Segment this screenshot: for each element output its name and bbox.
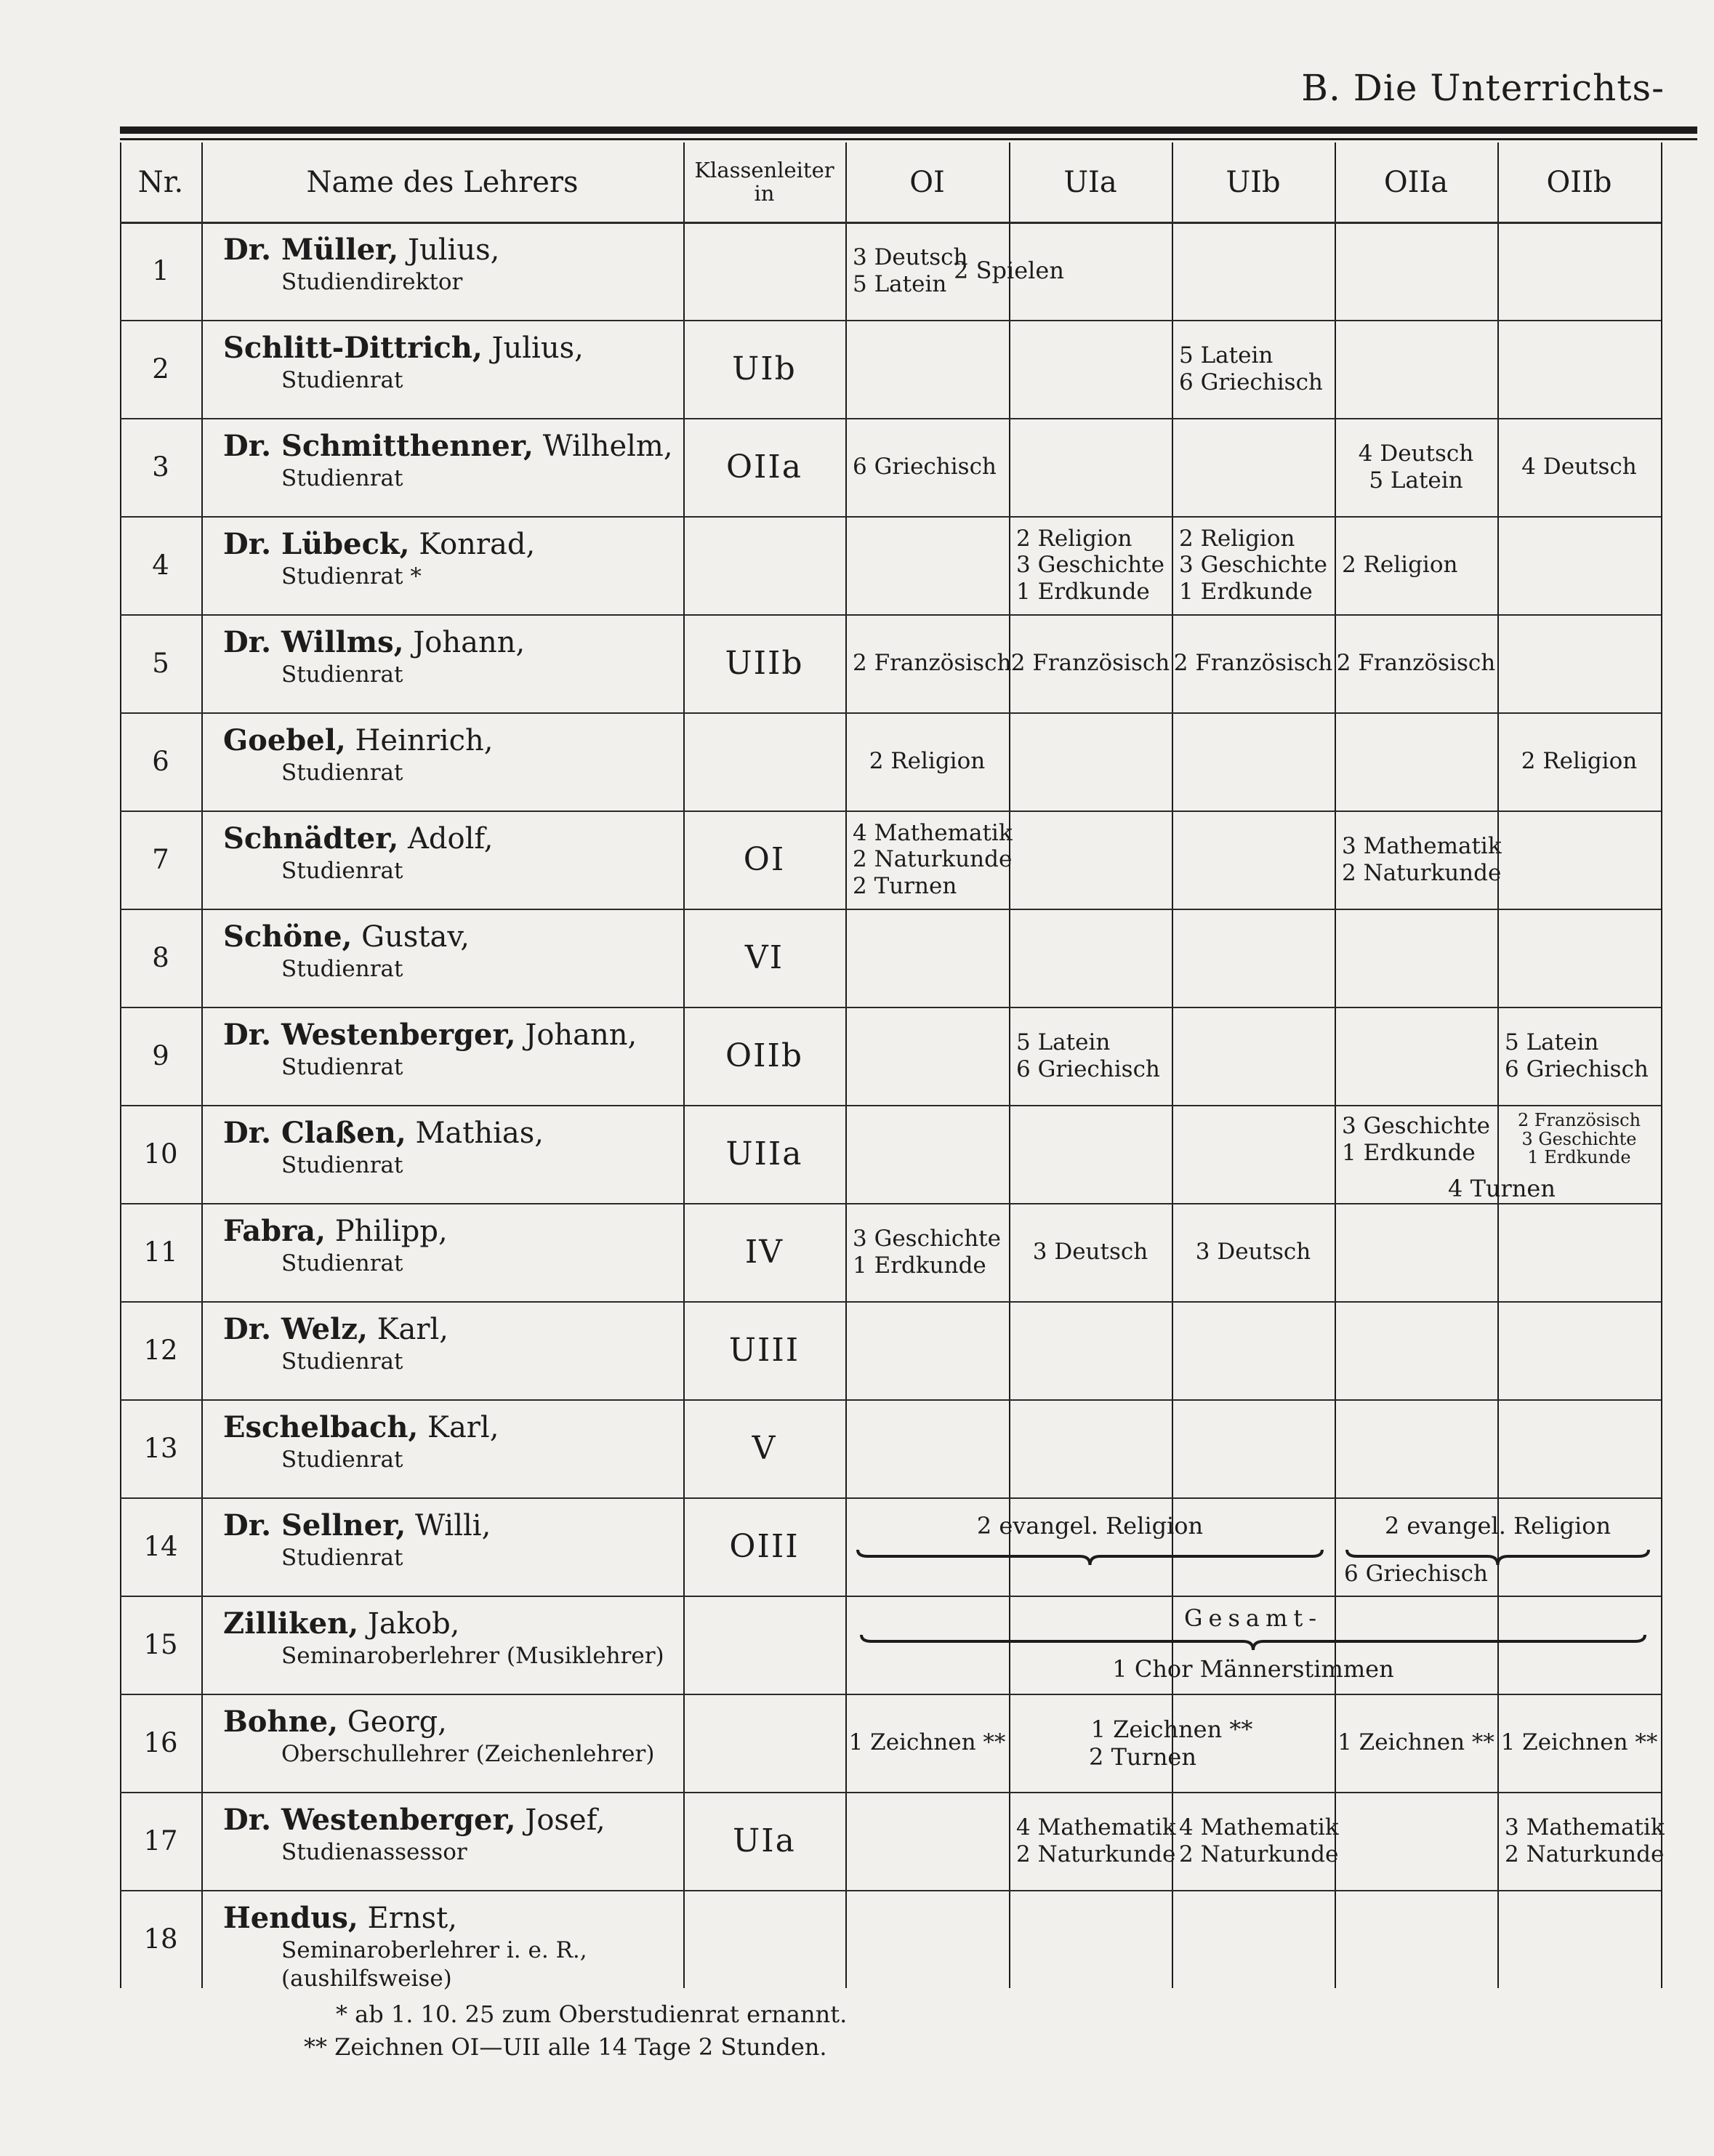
klassenleiter-cell <box>683 516 845 614</box>
row-rule <box>120 1890 1661 1891</box>
subject-cell-oi <box>845 1203 1009 1301</box>
teacher-name-cell <box>223 1900 676 1992</box>
header-oi <box>845 142 1009 222</box>
teacher-surname: Dr. Müller, <box>223 233 399 267</box>
header-klassenleiter <box>683 142 845 222</box>
subject-entry: 2 Französisch <box>1517 1109 1641 1130</box>
brace-gesamt <box>860 1633 1646 1652</box>
klassenleiter-cell: OIIb <box>725 1037 803 1074</box>
row-nr: 13 <box>143 1433 178 1464</box>
row-rule <box>120 1792 1661 1793</box>
header-nr-text: Nr. <box>137 165 184 199</box>
subject-cell-oiib <box>1497 712 1661 810</box>
subject-entry: 3 Deutsch <box>1032 1239 1148 1266</box>
teacher-title: Studienrat <box>281 760 403 786</box>
header-klassenleiter-text <box>694 159 834 206</box>
klassenleiter-cell: OIIa <box>725 449 803 486</box>
teacher-firstname: Karl, <box>418 1411 499 1444</box>
subject-entry: 2 Religion <box>1179 526 1295 552</box>
teacher-name-cell <box>223 526 676 614</box>
subject-entry: 2 Französisch <box>1173 650 1333 677</box>
span-zeichnen-16: 1 Zeichnen ** <box>1090 1715 1253 1743</box>
teacher-name-cell <box>223 1311 676 1399</box>
teacher-surname: Schlitt-Dittrich, <box>223 331 483 365</box>
subject-entry: 1 Erdkunde <box>853 1252 986 1279</box>
row-rule <box>120 1497 1661 1499</box>
teacher-surname: Zilliken, <box>223 1606 359 1641</box>
page-header: B. Die Unterrichts- <box>1301 67 1665 109</box>
row-nr: 2 <box>152 353 169 385</box>
subject-cell-oi <box>845 810 1013 909</box>
teacher-surname: Schnädter, <box>223 821 399 856</box>
span-gesamt: Gesamt- <box>1183 1604 1322 1632</box>
subject-cell-oiib <box>1497 1105 1661 1174</box>
row-nr: 6 <box>152 746 169 777</box>
row-nr: 4 <box>152 550 169 581</box>
span-religion-left: 2 evangel. Religion <box>976 1512 1204 1540</box>
row-nr: 15 <box>143 1629 178 1660</box>
subject-entry: 2 Französisch <box>1010 650 1170 677</box>
teacher-name-cell <box>223 1508 676 1596</box>
span-turnen-10: 4 Turnen <box>1448 1175 1556 1202</box>
teacher-name-cell <box>223 1213 676 1301</box>
teacher-firstname: Johann, <box>515 1018 637 1052</box>
klassenleiter-cell: V <box>752 1430 777 1467</box>
subject-cell-uib <box>1172 1792 1339 1890</box>
teacher-surname: Dr. Claßen, <box>223 1116 406 1150</box>
subject-entry: 6 Griechisch <box>1344 1560 1488 1587</box>
teacher-title: Studienrat <box>281 956 403 982</box>
header-name-text: Name des Lehrers <box>306 165 579 199</box>
teacher-title: Studienassessor <box>281 1839 467 1865</box>
subject-cell-oi <box>845 614 1012 712</box>
brace-religion-left <box>856 1548 1324 1567</box>
row-rule <box>120 1399 1661 1401</box>
footnote-1: * ab 1. 10. 25 zum Oberstudienrat ernannt. <box>336 2000 848 2028</box>
teacher-surname: Dr. Sellner, <box>223 1508 406 1542</box>
subject-entry: 2 Naturkunde <box>1179 1841 1339 1867</box>
teacher-firstname: Adolf, <box>398 822 494 856</box>
subject-cell-oiib <box>1497 418 1661 516</box>
row-nr: 5 <box>152 648 169 679</box>
subject-cell-uib <box>1172 1203 1335 1301</box>
teacher-name-cell <box>223 723 676 810</box>
subject-entry: 3 Mathematik <box>1505 1814 1665 1841</box>
row-nr: 9 <box>152 1040 169 1071</box>
subject-entry: 2 Naturkunde <box>853 846 1013 873</box>
teacher-firstname: Julius, <box>398 233 500 267</box>
teacher-firstname: Philipp, <box>326 1215 448 1248</box>
brace-religion-right <box>1345 1548 1650 1567</box>
subject-entry: 6 Griechisch <box>1179 369 1323 395</box>
header-uia-text: UIa <box>1063 165 1117 199</box>
teacher-surname: Dr. Lübeck, <box>223 527 410 561</box>
subject-cell-uib <box>1172 614 1335 712</box>
row-nr: 17 <box>143 1825 178 1857</box>
row-nr: 18 <box>143 1923 178 1955</box>
teacher-title: Studienrat <box>281 1250 403 1276</box>
subject-entry: 1 Zeichnen ** <box>1337 1729 1494 1756</box>
teacher-title: Studienrat <box>281 1152 403 1178</box>
row-nr: 10 <box>143 1138 178 1170</box>
subject-cell-uia <box>1009 614 1172 712</box>
row-nr: 3 <box>152 451 169 483</box>
top-rule-thin <box>120 138 1697 140</box>
row-rule <box>120 320 1661 321</box>
span-spielen: 2 Spielen <box>954 257 1064 284</box>
teacher-surname: Schöne, <box>223 920 353 954</box>
teacher-firstname: Jakob, <box>358 1607 460 1641</box>
subject-cell-uia <box>1009 1007 1172 1105</box>
row-nr: 1 <box>152 255 169 286</box>
subject-entry: 2 Naturkunde <box>1505 1841 1665 1867</box>
teacher-firstname: Willi, <box>406 1509 491 1542</box>
teacher-firstname: Johann, <box>403 626 526 659</box>
klassenleiter-cell <box>683 222 845 320</box>
subject-entry: 3 Geschichte <box>1342 1113 1490 1140</box>
subject-cell-oiib <box>1497 1694 1661 1792</box>
row-rule <box>120 1596 1661 1597</box>
header-klassenleiter-line: Klassenleiter <box>694 157 834 182</box>
footnote-2: ** Zeichnen OI—UII alle 14 Tage 2 Stunden. <box>304 2033 827 2061</box>
column-rule <box>1661 142 1662 1988</box>
klassenleiter-cell <box>683 712 845 810</box>
klassenleiter-cell: UIb <box>732 350 797 387</box>
klassenleiter-cell: UIIa <box>725 1135 803 1172</box>
teacher-title: Studienrat <box>281 1447 403 1473</box>
teacher-surname: Dr. Westenberger, <box>223 1018 516 1052</box>
subject-cell-oiia <box>1335 810 1502 909</box>
row-nr: 8 <box>152 942 169 973</box>
header-uia <box>1009 142 1172 222</box>
subject-entry: 2 Religion <box>1016 526 1132 552</box>
teacher-name-cell <box>223 1409 676 1497</box>
header-klassenleiter-line: in <box>754 180 775 206</box>
row-nr: 7 <box>152 844 169 875</box>
subject-cell-uib <box>1172 320 1335 418</box>
header-oiib <box>1497 142 1661 222</box>
subject-entry: 3 Deutsch <box>853 244 968 271</box>
klassenleiter-cell: OIII <box>729 1528 800 1565</box>
row-nr: 16 <box>143 1727 178 1758</box>
teacher-name-cell <box>223 624 676 712</box>
klassenleiter-cell: UIa <box>733 1822 796 1859</box>
subject-entry: 5 Latein <box>1369 467 1463 494</box>
header-oi-text: OI <box>909 165 945 199</box>
subject-cell-oiia <box>1335 418 1497 516</box>
teacher-title: Seminaroberlehrer (Musiklehrer) <box>281 1643 664 1669</box>
span-chor: 1 Chor Männerstimmen <box>1112 1655 1394 1683</box>
teacher-title: Studienrat <box>281 858 403 884</box>
subject-cell-oiib <box>1497 1792 1665 1890</box>
subject-entry: 4 Mathematik <box>1016 1814 1176 1841</box>
teacher-firstname: Julius, <box>482 331 584 365</box>
subject-entry: 1 Erdkunde <box>1342 1139 1476 1166</box>
klassenleiter-cell <box>683 1694 845 1792</box>
header-uib-text: UIb <box>1226 165 1281 199</box>
subject-entry: 3 Deutsch <box>1195 1239 1311 1266</box>
teacher-title: Studienrat <box>281 465 403 491</box>
subject-entry: 5 Latein <box>853 270 947 297</box>
teacher-surname: Dr. Willms, <box>223 625 404 659</box>
teacher-surname: Dr. Welz, <box>223 1312 368 1346</box>
teacher-firstname: Mathias, <box>406 1117 544 1150</box>
teacher-name-cell <box>223 1704 676 1792</box>
subject-entry: 3 Geschichte <box>853 1226 1001 1252</box>
teacher-name-cell <box>223 428 676 516</box>
subject-cell-uib <box>1172 516 1335 614</box>
teacher-name-cell <box>223 1606 676 1694</box>
teacher-title: Seminaroberlehrer i. e. R., <box>281 1937 587 1963</box>
teacher-name-cell <box>223 330 676 418</box>
subject-entry: 2 Französisch <box>853 650 1012 677</box>
header-name <box>201 142 683 222</box>
teacher-name-cell <box>223 1802 676 1890</box>
subject-cell-oi <box>845 418 1009 516</box>
teacher-surname: Eschelbach, <box>223 1410 419 1444</box>
header-uib <box>1172 142 1335 222</box>
header-oiia <box>1335 142 1497 222</box>
subject-entry: 3 Geschichte <box>1521 1128 1637 1149</box>
subject-cell-uia <box>1009 516 1172 614</box>
klassenleiter-cell <box>683 1890 845 1988</box>
teacher-name-cell <box>223 1115 676 1203</box>
klassenleiter-cell: IV <box>744 1234 784 1271</box>
row-rule <box>120 1007 1661 1008</box>
teacher-name-cell <box>223 919 676 1007</box>
teacher-firstname: Georg, <box>338 1705 447 1739</box>
teacher-surname: Bohne, <box>223 1705 339 1739</box>
subject-entry: 2 Naturkunde <box>1342 859 1502 886</box>
teacher-firstname: Konrad, <box>409 528 536 561</box>
teacher-title: Studienrat <box>281 1054 403 1080</box>
teacher-firstname: Josef, <box>515 1803 605 1837</box>
subject-entry: 1 Erdkunde <box>1179 578 1313 605</box>
subject-entry: 4 Mathematik <box>1179 1814 1339 1841</box>
subject-entry: 6 Griechisch <box>1505 1055 1649 1082</box>
subject-cell-uia <box>1009 1203 1172 1301</box>
subject-cell-oiia <box>1335 516 1497 614</box>
row-nr: 11 <box>143 1236 178 1268</box>
teacher-surname: Hendus, <box>223 1901 358 1935</box>
subject-cell-oi <box>845 712 1009 810</box>
header-oiia-text: OIIa <box>1383 165 1449 199</box>
subject-entry: 1 Zeichnen ** <box>848 1729 1006 1756</box>
row-nr: 12 <box>143 1335 178 1366</box>
subject-entry: 2 Religion <box>869 748 986 775</box>
subject-entry: 5 Latein <box>1016 1029 1111 1056</box>
subject-entry: 1 Erdkunde <box>1016 578 1150 605</box>
row-nr: 14 <box>143 1531 178 1562</box>
subject-entry: 6 Griechisch <box>1016 1055 1160 1082</box>
klassenleiter-cell: UIIb <box>725 645 804 682</box>
row-rule <box>120 909 1661 910</box>
teacher-name-cell <box>223 1017 676 1105</box>
teacher-surname: Goebel, <box>223 723 346 757</box>
span-religion-right: 2 evangel. Religion <box>1384 1512 1612 1540</box>
subject-entry: 4 Deutsch <box>1358 441 1474 467</box>
teacher-name-cell <box>223 232 676 320</box>
subject-entry: 1 Erdkunde <box>1527 1147 1631 1168</box>
header-oiib-text: OIIb <box>1546 165 1612 199</box>
teacher-firstname: Gustav, <box>352 920 470 954</box>
subject-cell-oiib <box>1497 1007 1661 1105</box>
subject-entry: 2 Französisch <box>1336 650 1496 677</box>
subject-cell-oiia <box>1335 614 1497 712</box>
klassenleiter-cell <box>683 1596 845 1694</box>
subject-cell-oiia <box>1335 1694 1497 1792</box>
teacher-title: Studienrat <box>281 661 403 688</box>
teacher-title: Studienrat <box>281 1545 403 1571</box>
teacher-title: Studienrat <box>281 367 403 393</box>
subject-entry: 3 Geschichte <box>1016 552 1164 579</box>
teacher-title: Studiendirektor <box>281 269 463 295</box>
subject-entry: 4 Mathematik <box>853 820 1013 847</box>
klassenleiter-cell: OI <box>743 841 786 878</box>
teacher-name-cell <box>223 821 676 909</box>
teacher-surname: Dr. Schmitthenner, <box>223 429 534 463</box>
subject-entry: 5 Latein <box>1179 342 1274 369</box>
klassenleiter-cell: UIII <box>728 1332 800 1369</box>
teacher-title: Oberschullehrer (Zeichenlehrer) <box>281 1741 655 1767</box>
klassenleiter-cell: VI <box>744 939 784 976</box>
teacher-firstname: Heinrich, <box>345 724 494 757</box>
teacher-firstname: Wilhelm, <box>533 430 673 463</box>
subject-entry: 2 Naturkunde <box>1016 1841 1176 1867</box>
row-rule <box>120 1301 1661 1303</box>
subject-entry: 2 Turnen <box>853 872 957 899</box>
teacher-title: Studienrat * <box>281 563 422 590</box>
subject-entry: 6 Griechisch <box>853 454 997 480</box>
teacher-title: Studienrat <box>281 1348 403 1375</box>
subject-cell-uia <box>1009 1792 1176 1890</box>
teacher-surname: Fabra, <box>223 1214 326 1248</box>
teacher-firstname: Ernst, <box>358 1902 457 1935</box>
subject-entry: 1 Zeichnen ** <box>1500 1729 1658 1756</box>
teacher-firstname: Karl, <box>367 1313 448 1346</box>
subject-entry: 5 Latein <box>1505 1029 1599 1056</box>
teacher-surname: Dr. Westenberger, <box>223 1803 516 1837</box>
subject-cell-oiia <box>1335 1105 1497 1174</box>
span-turnen-16: 2 Turnen <box>1089 1743 1196 1771</box>
teacher-title: (aushilfsweise) <box>281 1965 452 1992</box>
subject-entry: 2 Religion <box>1521 748 1638 775</box>
subject-entry: 2 Religion <box>1342 552 1458 579</box>
subject-entry: 3 Mathematik <box>1342 833 1502 860</box>
top-rule-thick <box>120 126 1697 134</box>
subject-entry: 3 Geschichte <box>1179 552 1327 579</box>
subject-entry: 4 Deutsch <box>1521 454 1637 480</box>
header-nr <box>120 142 201 222</box>
